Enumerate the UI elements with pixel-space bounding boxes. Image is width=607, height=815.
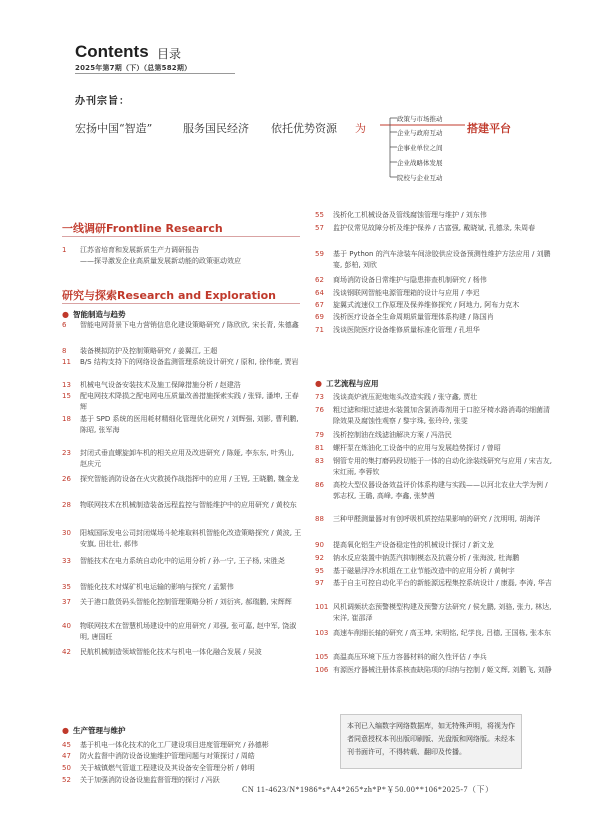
purpose-title: 办刊宗旨： — [75, 96, 130, 107]
entry-title: 三种甲醛测量器对有创呼吸机质控结果影响的研究 / 沈明明, 胡海洋 — [333, 515, 541, 523]
toc-entry[interactable] — [315, 540, 555, 551]
toc-entry[interactable] — [62, 474, 302, 485]
entry-title: 物联网技术在智慧机场建设中的应用研究 / 邓强, 张可嘉, 赵中军, 饶淑明, 唐国旺 — [80, 622, 297, 641]
page-number: 37 — [62, 598, 71, 606]
toc-entry[interactable] — [62, 380, 302, 391]
slogan-3: 依托优势资源 — [271, 122, 337, 135]
page-number: 83 — [315, 457, 324, 465]
toc-entry[interactable] — [315, 210, 555, 221]
subsection-intelligent-manufacturing: ● 智能制造与趋势 — [62, 310, 126, 319]
page-number: 71 — [315, 326, 324, 334]
entry-title: 浅析医疗设备全生命周期质量管理体系构建 / 陈国肖 — [333, 313, 494, 321]
entry-title: 装备模拟防护及控制策略研究 / 姜翼江, 王超 — [80, 347, 218, 355]
section-heading-research: 研究与探索Research and Exploration — [62, 289, 277, 302]
slogan-2: 服务国民经济 — [183, 122, 249, 135]
entry-title: 浅谈高炉液压泥炮炮头改造实践 / 张守鑫, 贾壮 — [333, 393, 478, 401]
entry-title: 粗过滤和细过滤进水装置加含氯消毒剂用于口腔牙椅水路消毒的细菌清除效果及腐蚀性观察 / 黎宇珠, 张玲玲, 张雯 — [333, 406, 550, 425]
toc-entry[interactable] — [315, 652, 555, 663]
entry-title: 浅谈钢联网智能电源管理箱的设计与应用 / 李迟 — [333, 289, 480, 297]
header-divider — [75, 73, 235, 74]
page-number: 28 — [62, 501, 71, 509]
slogan-connector: 为 — [355, 122, 366, 135]
toc-entry[interactable] — [62, 391, 302, 413]
entry-title: 浅析化工机械设备及管线腐蚀管理与维护 / 刘东伟 — [333, 211, 487, 219]
page-number: 1 — [62, 246, 67, 254]
page-number: 15 — [62, 392, 71, 400]
entry-title: 基于磁悬浮冷水机组在工业节能改造中的应用分析 / 黄树宇 — [333, 567, 515, 575]
page-number: 79 — [315, 431, 324, 439]
toc-entry[interactable] — [315, 553, 555, 564]
bullet-icon: ● — [315, 379, 322, 388]
page-number: 106 — [315, 666, 329, 674]
toc-entry[interactable] — [62, 357, 302, 368]
page-number: 76 — [315, 406, 324, 414]
entry-title: 封闭式垂直螺旋卸车机的相关应用及改进研究 / 陈娅, 李东东, 叶秀山, 赵庆元 — [80, 449, 294, 468]
toc-entry[interactable] — [62, 751, 302, 762]
contents-title-en: Contents — [75, 42, 149, 61]
page-number — [62, 256, 80, 267]
page-number: 105 — [315, 653, 329, 661]
page-number: 30 — [62, 529, 71, 537]
toc-entry[interactable] — [315, 288, 555, 299]
page-number: 42 — [62, 648, 71, 656]
page-number: 81 — [315, 444, 324, 452]
toc-entry[interactable] — [62, 597, 302, 608]
page-number: 97 — [315, 579, 324, 587]
toc-entry[interactable] — [62, 647, 302, 658]
toc-entry[interactable] — [315, 514, 555, 525]
entry-title: 螺杆泵在炼油化工设备中的应用与发展趋势探讨 / 曾昭 — [333, 444, 501, 452]
page-number: 23 — [62, 449, 71, 457]
page-number: 86 — [315, 481, 324, 489]
toc-entry[interactable] — [62, 256, 302, 267]
page-number: 35 — [62, 583, 71, 591]
toc-entry[interactable] — [315, 665, 555, 676]
entry-title: 高温高压环境下压力容器材料的耐久性评估 / 李兵 — [333, 653, 487, 661]
branch-item: 院校与企业互动 — [397, 174, 443, 182]
entry-title: 高校大型仪器设备效益评价体系构建与实践——以河北农业大学为例 / 郭志权, 王璐, 高峰, 李鑫, 张梦茜 — [333, 481, 548, 500]
entry-title: 风机调频状态预警模型构建及预警方法研究 / 侯允鹏, 刘骆, 张力, 林达, 宋洋, 崔邵泽 — [333, 603, 552, 622]
toc-entry[interactable] — [315, 249, 555, 271]
entry-title: B/S 结构支持下的网络设备监测管理系统设计研究 / 原和, 徐伟豪, 贾岩 — [80, 358, 299, 366]
branch-item: 企事业单位之间 — [397, 144, 443, 152]
entry-title: 民航机械制造领域智能化技术与机电一体化融合发展 / 吴波 — [80, 648, 262, 656]
subsection-production-management: ● 生产管理与维护 — [62, 726, 126, 735]
entry-title: 有源医疗器械注册体系核查缺陷项的归纳与控制 / 姬文辉, 刘鹏飞, 刘静 — [333, 666, 552, 674]
entry-title: 提高氧化铝生产设备稳定性的机械设计探讨 / 新文龙 — [333, 541, 494, 549]
entry-title: 基于自主可控自动化平台的新能源远程集控系统设计 / 康磊, 李涛, 华吉 — [333, 579, 552, 587]
toc-entry[interactable] — [315, 443, 555, 454]
page-number: 88 — [315, 515, 324, 523]
toc-entry[interactable] — [62, 346, 302, 357]
page-number: 59 — [315, 250, 324, 258]
entry-title: 关于城镇燃气管道工程建设及其设备安全管理分析 / 韩明 — [80, 764, 255, 772]
page-number: 73 — [315, 393, 324, 401]
entry-title: 基于机电一体化技术的化工厂建设项目进度管理研究 / 孙德彬 — [80, 741, 269, 749]
page-number: 64 — [315, 289, 324, 297]
entry-title: 防火监督中消防设备设施维护管理问题与对策探讨 / 周皓 — [80, 752, 255, 760]
page-number: 45 — [62, 741, 71, 749]
entry-title: 关于港口散货码头智能化控制管理策略分析 / 刘衍宾, 郝瑞鹏, 宋辉辉 — [80, 598, 292, 606]
issue-label: 2025年第7期（下）（总第582期） — [75, 64, 192, 72]
slogan-build-platform: 搭建平台 — [467, 122, 511, 135]
slogan-1: 宏扬中国“智造” — [75, 122, 153, 135]
toc-entry[interactable] — [315, 223, 555, 234]
toc-entry[interactable] — [315, 300, 555, 311]
section-heading-frontline: 一线调研Frontline Research — [62, 222, 223, 235]
branch-item: 政策与市场推动 — [397, 115, 443, 123]
page-number: 6 — [62, 321, 67, 329]
entry-title: 智能化技术对煤矿机电运输的影响与探究 / 孟繁伟 — [80, 583, 234, 591]
section-divider — [62, 236, 300, 237]
entry-title: 浅析控制油在线滤油解决方案 / 冯浩民 — [333, 431, 452, 439]
toc-entry[interactable] — [62, 763, 302, 774]
entry-title: 钠水反应装置中钠蒸汽抑制模态及抗震分析 / 张海波, 杜海鹏 — [333, 554, 520, 562]
entry-title: 旋翼式流速仪工作原理及保养维修探究 / 阿地力, 阿布力克木 — [333, 301, 520, 309]
toc-entry[interactable] — [315, 392, 555, 403]
cn-code: CN 11-4623/N*1986*s*A4*265*zh*P*￥50.00**106*2025-7（下） — [242, 785, 494, 794]
page-number: 8 — [62, 347, 67, 355]
toc-entry[interactable] — [315, 628, 555, 639]
toc-entry[interactable] — [315, 602, 555, 624]
entry-title: 浅谈医院医疗设备维修质量标准化管理 / 孔坦华 — [333, 326, 480, 334]
copyright-notice: 本刊已入编数字网络数据库，如无特殊声明，将视为作者同意授权本刊出版印刷版、光盘版和网络版。未经本刊书面许可，不得转载、翻印及传播。 — [340, 714, 522, 769]
branch-item: 企业与政府互动 — [397, 129, 443, 137]
toc-entry[interactable] — [62, 528, 302, 550]
entry-title: 钢管专用的集打磨码段切能于一体的自动化涂装线研究与应用 / 宋吉友, 宋红雨, 李蓉钦 — [333, 457, 553, 476]
toc-entry[interactable] — [315, 578, 555, 589]
entry-title: 基于 SPD 系统的医用耗材精细化管理优化研究 / 刘辉强, 刘影, 曹利鹏, 陈昭, 张军海 — [80, 415, 299, 434]
toc-entry[interactable] — [315, 325, 555, 336]
page-number: 90 — [315, 541, 324, 549]
toc-entry[interactable] — [62, 448, 302, 470]
toc-entry[interactable] — [62, 414, 302, 436]
entry-title: 物联网技术在机械制造装备远程监控与智能维护中的应用研究 / 黄校东 — [80, 501, 297, 509]
entry-title: 高速车削细长轴的研究 / 高玉坤, 宋明铭, 纪学良, 吕德, 王国栋, 张本东 — [333, 629, 552, 637]
page-number: 57 — [315, 224, 324, 232]
toc-entry[interactable] — [315, 275, 555, 286]
page-number: 103 — [315, 629, 329, 637]
page-number: 92 — [315, 554, 324, 562]
entry-title: 机械电气设备安装技术及施工保障措施分析 / 赵建浩 — [80, 381, 241, 389]
entry-title: 基于 Python 的汽车涂装车间涂胶供应设备预测性维护方法应用 / 刘鹏宴, 彭柏, 刘欣 — [333, 250, 551, 269]
entry-title: 配电网技术降损之配电网电压质量改善措施探索实践 / 张铎, 潘坤, 王春辉 — [80, 392, 299, 411]
toc-entry[interactable] — [62, 245, 302, 256]
subsection-process-application: ● 工艺流程与应用 — [315, 379, 379, 388]
bullet-icon: ● — [62, 726, 69, 735]
toc-entry[interactable] — [62, 621, 302, 643]
page-number: 62 — [315, 276, 324, 284]
entry-title: 监护仪常见故障分析及维护保养 / 古富强, 戴晓斌, 孔德录, 朱周春 — [333, 224, 536, 232]
entry-title: 智能技术在电力系统自动化中的运用分析 / 孙一宁, 王子杨, 宋胜尧 — [80, 557, 285, 565]
page-number: 13 — [62, 381, 71, 389]
page-number: 69 — [315, 313, 324, 321]
toc-entry[interactable] — [62, 500, 302, 511]
page-number: 26 — [62, 475, 71, 483]
page-number: 40 — [62, 622, 71, 630]
page-number: 55 — [315, 211, 324, 219]
entry-title: ——探寻激发企业高质量发展新动能的政策驱动效应 — [80, 257, 241, 265]
toc-entry[interactable] — [62, 740, 302, 751]
entry-title: 阳城国际发电公司封闭煤场斗轮堆取料机智能化改造策略探究 / 黄波, 王安旗, 田壮壮, 郝伟 — [80, 529, 302, 548]
toc-entry[interactable] — [315, 312, 555, 323]
toc-entry[interactable] — [315, 566, 555, 577]
bullet-icon: ● — [62, 310, 69, 319]
page-number: 52 — [62, 776, 71, 784]
page-number: 47 — [62, 752, 71, 760]
section-divider — [62, 303, 300, 304]
page-number: 50 — [62, 764, 71, 772]
page-number: 18 — [62, 415, 71, 423]
branch-item: 企业战略体发展 — [397, 159, 443, 167]
toc-entry[interactable] — [315, 405, 555, 427]
page-number: 33 — [62, 557, 71, 565]
toc-entry[interactable] — [62, 582, 302, 593]
entry-title: 关于加强消防设备设施监督管理的探讨 / 冯跃 — [80, 776, 220, 784]
toc-entry[interactable] — [315, 456, 555, 478]
entry-title: 江苏省培育和发展新质生产力调研报告 — [80, 246, 199, 254]
page-number: 95 — [315, 567, 324, 575]
toc-entry[interactable] — [315, 480, 555, 502]
contents-title-cn: 目录 — [157, 47, 182, 61]
entry-title: 探究智能消防设备在火灾救援作战指挥中的应用 / 王锃, 王晓鹏, 魏金龙 — [80, 475, 299, 483]
page-number: 101 — [315, 603, 329, 611]
toc-entry[interactable] — [315, 430, 555, 441]
toc-entry[interactable] — [62, 320, 302, 331]
toc-entry[interactable] — [62, 556, 302, 567]
entry-title: 智能电网背景下电力营销信息化建设策略研究 / 陈欣欣, 宋长青, 朱德鑫 — [80, 321, 299, 329]
page-number: 11 — [62, 358, 71, 366]
page-number: 67 — [315, 301, 324, 309]
entry-title: 商场消防设备日常维护与隐患排查机制研究 / 杨伟 — [333, 276, 487, 284]
